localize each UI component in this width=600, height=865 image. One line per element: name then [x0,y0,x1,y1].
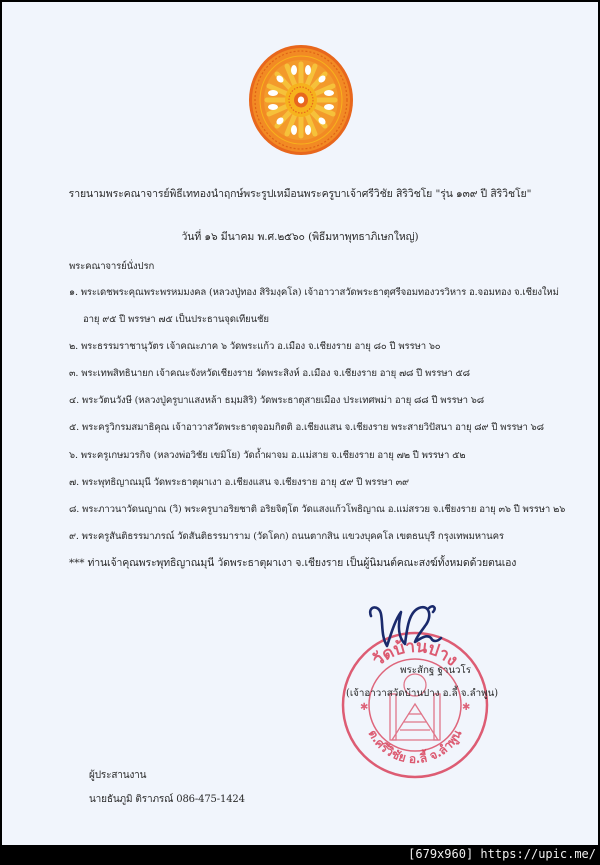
list-item: ๑. พระเดชพระคุณพระพรหมมงคล (หลวงปู่ทอง สิริมงฺคโล) เจ้าอาวาสวัดพระธาตุศรีจอมทองวรวิหาร อ.จอมทอง จ.เชียงใหม่ [69,287,559,298]
coordinator-label: ผู้ประสานงาน [89,770,147,781]
dharma-wheel-logo-icon [247,44,355,156]
document-title: รายนามพระคณาจารย์พิธีเททองนำฤกษ์พระรูปเหมือนพระครูบาเจ้าศรีวิชัย สิริวิชโย "รุ่น ๑๓๙ ปี สิริวิชโย" [68,188,532,200]
list-item: ๘. พระภาวนาวัดนญาณ (วิ) พระครูบาอริยชาติ อริยจิตฺโต วัดแสงแก้วโพธิญาณ อ.แม่สรวย จ.เชียงราย อายุ ๓๖ ปี พรรษา ๒๖ [69,504,566,515]
list-item: ๔. พระวัตนวังษี (หลวงปู่ครูบาแสงหล้า ธมฺมสิริ) วัดพระธาตุสายเมือง ประเทศพม่า อายุ ๘๘ ปี พรรษา ๖๘ [69,395,484,406]
list-item: ๓. พระเทพสิทธินายก เจ้าคณะจังหวัดเชียงราย วัดพระสิงห์ อ.เมือง จ.เชียงราย อายุ ๗๘ ปี พรรษา ๕๘ [69,368,470,379]
image-footer-bar [0,845,600,865]
signatory-role: (เจ้าอาวาสวัดบ้านปาง อ.ลี้ จ.ลำพูน) [346,688,499,699]
svg-text:✱: ✱ [360,702,369,713]
svg-text:วัดบ้านปาง: วัดบ้านปาง [368,636,462,671]
organizer-note: *** ท่านเจ้าคุณพระพุทธิญาณมุนี วัดพระธาตุผาเงา จ.เชียงราย เป็นผู้นิมนต์คณะสงฆ์ทั้งหมดด้วยตนเอง [69,557,517,569]
signatory-name: พระสักฐ ฐานวโร [400,665,472,676]
list-item: ๒. พระธรรมราชานุวัตร เจ้าคณะภาค ๖ วัดพระแก้ว อ.เมือง จ.เชียงราย อายุ ๘๐ ปี พรรษา ๖๐ [69,341,441,352]
watermark-text: [679x960] https://upic.me/ [408,847,596,861]
signature-icon [367,598,447,653]
svg-text:✱: ✱ [462,702,471,713]
svg-text:ต.ศรีวิชัย อ.ลี้ จ.ลำพูน: ต.ศรีวิชัย อ.ลี้ จ.ลำพูน [365,727,465,767]
list-item: ๖. พระครูเกษมวรกิจ (หลวงพ่อวิชัย เขมิโย) วัดถ้ำผาจม อ.แม่สาย จ.เชียงราย อายุ ๗๒ ปี พรรษา ๕๒ [69,450,466,461]
document-page [2,2,598,845]
list-item: ๗. พระพุทธิญาณมุนี วัดพระธาตุผาเงา อ.เชียงแสน จ.เชียงราย อายุ ๕๙ ปี พรรษา ๓๙ [69,477,409,488]
ceremony-date: วันที่ ๑๖ มีนาคม พ.ศ.๒๕๖๐ (พิธีมหาพุทธาภิเษกใหญ่) [181,231,419,243]
list-item-continuation: อายุ ๙๕ ปี พรรษา ๗๕ เป็นประธานจุดเทียนชัย [83,314,269,325]
list-item: ๕. พระครูวิกรมสมาธิคุณ เจ้าอาวาสวัดพระธาตุจอมกิตติ อ.เชียงแสน จ.เชียงราย พระสายวิปัสนา อายุ ๘๙ ปี พรรษา ๖๘ [69,422,544,433]
list-item: ๙. พระครูสันติธรรมาภรณ์ วัดสันติธรรมาราม (วัดโคก) ถนนตากสิน แขวงบุคคโล เขตธนบุรี กรุงเทพมหานคร [69,531,504,542]
coordinator-contact: นายธันภูมิ ติราภรณ์ 086-475-1424 [89,794,245,805]
section-heading: พระคณาจารย์นั่งปรก [69,261,155,272]
